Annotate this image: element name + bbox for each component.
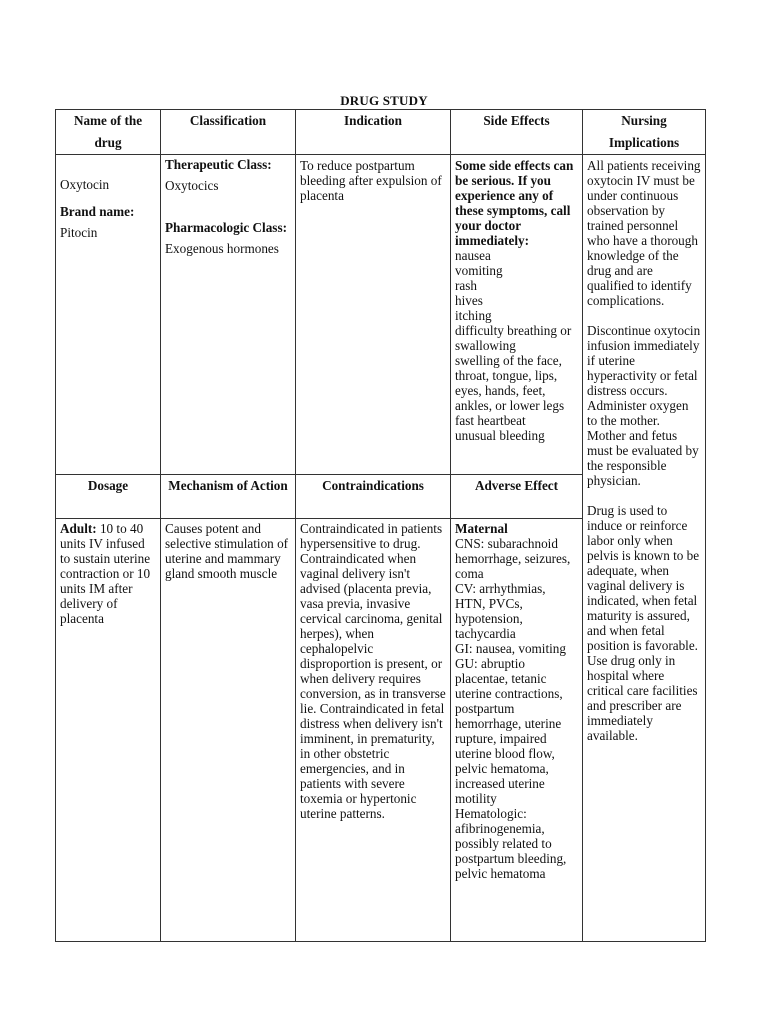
side-effect-item: vomiting bbox=[455, 263, 503, 278]
content-row-1 bbox=[56, 155, 706, 475]
indication-cell bbox=[296, 155, 451, 475]
adverse-item: CNS: subarachnoid hemorrhage, seizures, coma bbox=[455, 536, 571, 581]
drug-study-table bbox=[55, 109, 706, 942]
dosage-text: 10 to 40 units IV infused to sustain uterine contraction or 10 units IM after delivery of placenta bbox=[60, 521, 151, 626]
adverse-item: GI: nausea, vomiting bbox=[455, 641, 566, 656]
header-indication: Indication bbox=[296, 110, 451, 155]
header-dosage: Dosage bbox=[56, 475, 161, 519]
header-contraindications: Contraindications bbox=[296, 475, 451, 519]
brand-name: Pitocin bbox=[60, 225, 98, 240]
dosage-label: Adult: bbox=[60, 521, 97, 536]
adverse-item: CV: arrhythmias, HTN, PVCs, hypotension, tachycardia bbox=[455, 581, 546, 641]
nursing-paragraph: Discontinue oxytocin infusion immediately if uterine hyperactivity or fetal distress occurs. Administer oxygen to the mother. Mother and fetus must be evaluated by the responsible physician. bbox=[587, 323, 701, 488]
therapeutic-label: Therapeutic Class: bbox=[165, 157, 272, 172]
header-mechanism: Mechanism of Action bbox=[161, 475, 296, 519]
pharmacologic-class: Exogenous hormones bbox=[165, 241, 279, 256]
classification-cell bbox=[161, 155, 296, 475]
adverse-label: Maternal bbox=[455, 521, 508, 536]
side-effect-item: difficulty breathing or swallowing bbox=[455, 323, 572, 353]
header-name: Name of the drug bbox=[56, 110, 161, 155]
adverse-cell bbox=[451, 519, 583, 942]
nursing-cell bbox=[583, 155, 706, 942]
contraindications-text: Contraindicated in patients hypersensitive to drug. Contraindicated when vaginal delivery isn't advised (placenta previa, vasa previa, invasive cervical carcinoma, genital herpes), when cephalopelvic disproportion is present, or when delivery requires conversion, as in transverse lie. Contraindicated in fetal distress when delivery isn't imminent, in prematurity, in other obstetric emergencies, and in patients with severe toxemia or hypertonic uterine patterns. bbox=[300, 521, 446, 821]
header-classification: Classification bbox=[161, 110, 296, 155]
side-effects-warning: Some side effects can be serious. If you experience any of these symptoms, call your doctor immediately: bbox=[455, 158, 574, 248]
adverse-item: GU: abruptio placentae, tetanic uterine contractions, postpartum hemorrhage, uterine rupture, impaired uterine blood flow, pelvic hematoma, increased uterine motility bbox=[455, 656, 563, 806]
brand-label: Brand name: bbox=[60, 204, 135, 219]
side-effect-item: swelling of the face, throat, tongue, lips, eyes, hands, feet, ankles, or lower legs bbox=[455, 353, 565, 413]
side-effect-item: itching bbox=[455, 308, 492, 323]
side-effect-item: unusual bleeding bbox=[455, 428, 545, 443]
mechanism-text: Causes potent and selective stimulation of uterine and mammary gland smooth muscle bbox=[165, 521, 289, 581]
contraindications-cell bbox=[296, 519, 451, 942]
mechanism-cell bbox=[161, 519, 296, 942]
pharmacologic-label: Pharmacologic Class: bbox=[165, 220, 287, 235]
header-row-1 bbox=[56, 110, 706, 155]
therapeutic-class: Oxytocics bbox=[165, 178, 219, 193]
side-effect-item: nausea bbox=[455, 248, 491, 263]
nursing-paragraph: All patients receiving oxytocin IV must be under continuous observation by trained personnel who have a thorough knowledge of the drug and are qualified to identify complications. bbox=[587, 158, 701, 308]
side-effects-cell bbox=[451, 155, 583, 475]
side-effect-item: rash bbox=[455, 278, 477, 293]
header-nursing: Nursing Implications bbox=[583, 110, 706, 155]
document-title: DRUG STUDY bbox=[340, 93, 428, 108]
header-side-effects: Side Effects bbox=[451, 110, 583, 155]
side-effect-item: hives bbox=[455, 293, 483, 308]
drug-name-cell bbox=[56, 155, 161, 475]
adverse-item: Hematologic: afibrinogenemia, possibly related to postpartum bleeding, pelvic hematoma bbox=[455, 806, 567, 881]
side-effect-item: fast heartbeat bbox=[455, 413, 526, 428]
header-adverse: Adverse Effect bbox=[451, 475, 583, 519]
indication-text: To reduce postpartum bleeding after expulsion of placenta bbox=[300, 158, 442, 203]
generic-name: Oxytocin bbox=[60, 177, 110, 192]
dosage-cell bbox=[56, 519, 161, 942]
nursing-paragraph: Drug is used to induce or reinforce labor only when pelvis is known to be adequate, when vaginal delivery is indicated, when fetal maturity is assured, and when fetal position is favorable. Use drug only in hospital where critical care facilities and prescriber are immediately available. bbox=[587, 503, 700, 743]
